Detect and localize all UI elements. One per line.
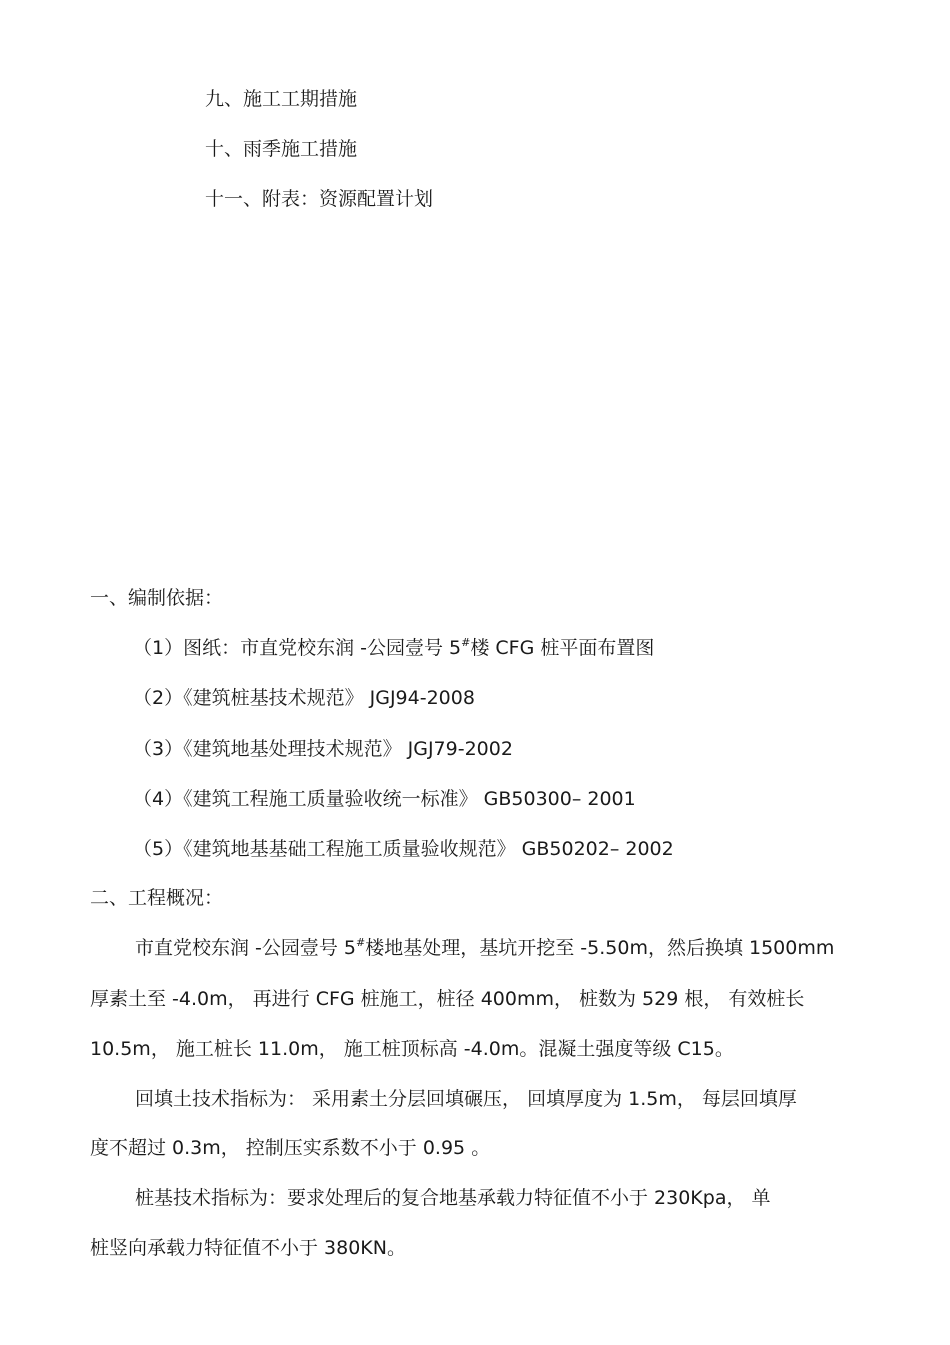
basis-item-2: （2）《建筑桩基技术规范》 JGJ94-2008	[133, 687, 475, 709]
overview-para-2-line-2: 度不超过 0.3m， 控制压实系数不小于 0.95 。	[90, 1137, 491, 1159]
overview-para-1-line-1-tail: 楼地基处理，基坑开挖至 -5.50m，然后换填 1500mm	[365, 937, 835, 959]
toc-item-9: 九、施工工期措施	[205, 88, 358, 110]
section-heading-overview: 二、工程概况：	[90, 887, 224, 909]
toc-item-10: 十、雨季施工措施	[205, 138, 358, 160]
overview-para-3-line-2: 桩竖向承载力特征值不小于 380KN。	[90, 1237, 406, 1259]
basis-item-1-text: （1）图纸：市直党校东润 -公园壹号 5	[133, 637, 462, 659]
overview-para-1-line-1	[135, 935, 834, 961]
overview-para-2-line-1: 回填土技术指标为： 采用素土分层回填碾压， 回填厚度为 1.5m， 每层回填厚	[135, 1088, 797, 1110]
basis-item-5: （5）《建筑地基基础工程施工质量验收规范》 GB50202– 2002	[133, 838, 674, 860]
toc-item-11: 十一、附表：资源配置计划	[205, 188, 434, 210]
basis-item-1-text-tail: 楼 CFG 桩平面布置图	[470, 637, 655, 659]
basis-item-3: （3）《建筑地基处理技术规范》 JGJ79-2002	[133, 738, 513, 760]
overview-para-1-line-1-text: 市直党校东润 -公园壹号 5	[135, 937, 357, 959]
basis-item-1	[133, 635, 654, 661]
section-heading-basis: 一、编制依据：	[90, 587, 224, 609]
basis-item-1-sup: #	[461, 636, 471, 649]
basis-item-4: （4）《建筑工程施工质量验收统一标准》 GB50300– 2001	[133, 788, 636, 810]
overview-para-3-line-1: 桩基技术指标为：要求处理后的复合地基承载力特征值不小于 230Kpa， 单	[135, 1187, 771, 1209]
overview-para-1-line-3: 10.5m， 施工桩长 11.0m， 施工桩顶标高 -4.0m。混凝土强度等级 C15。	[90, 1038, 734, 1060]
overview-para-1-line-2: 厚素土至 -4.0m， 再进行 CFG 桩施工，桩径 400mm， 桩数为 529 根， 有效桩长	[90, 988, 805, 1010]
overview-para-1-sup: #	[356, 936, 366, 949]
